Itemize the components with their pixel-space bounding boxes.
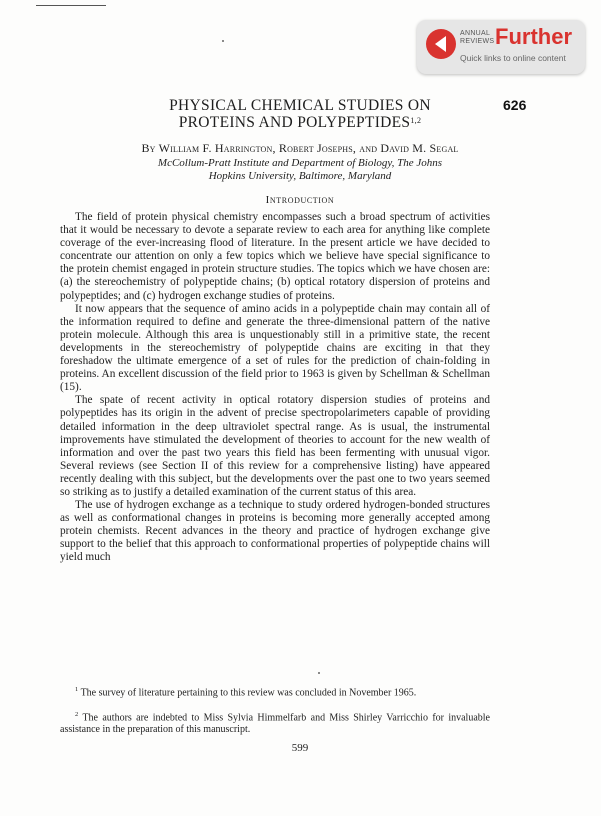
paragraph: The use of hydrogen exchange as a technique to study ordered hydrogen-bonded structures as well as conformational changes in proteins is becoming more generally accepted among protein chemists. Recent advances in the theory and practice of hydrogen exchange give support to the belief that this approach to conformational properties of polypeptide chains will yield much	[60, 499, 490, 564]
affiliation	[100, 157, 500, 183]
footnote-text: The survey of literature pertaining to this review was concluded in November 1965.	[80, 687, 417, 699]
further-links-badge[interactable]	[417, 20, 585, 74]
footnote-mark: 2	[75, 711, 79, 718]
paragraph: The field of protein physical chemistry encompasses such a broad spectrum of activities that it would be necessary to devote a separate review to each area for anything like complete coverage of the ever-increasing flood of literature. In the present article we have decided to concentrate our attention on only a few topics which we believe have special significance to the protein chemist engaged in protein structure studies. The topics which we have chosen are: (a) the stereochemistry of polypeptide chains; (b) optical rotatory dispersion of proteins and polypeptides; and (c) hydrogen exchange studies of proteins.	[60, 211, 490, 302]
annual-reviews-play-icon	[426, 29, 456, 59]
title-line-2	[120, 114, 480, 131]
affiliation-line-1: McCollum-Pratt Institute and Department of Biology, The Johns	[157, 157, 443, 169]
title-line-2-text: PROTEINS AND POLYPEPTIDES	[178, 114, 411, 131]
page-number: 626	[503, 97, 527, 113]
paragraph: The spate of recent activity in optical rotatory dispersion studies of proteins and polypeptides has its origin in the advent of precise spectropolarimeters capable of providing detailed information in the deep ultraviolet spectral range. As is usual, the instrumental improvements have stimulated the development of theories to account for the new wealth of information and over the past two years this field has been fermenting with unusual vigor. Several reviews (see Section II of this review for a comprehensive listing) have appeared recently dealing with this subject, but the developments over the past one to two years seemed so striking as to justify a detailed examination of the current status of this area.	[60, 394, 490, 498]
affiliation-line-2: Hopkins University, Baltimore, Maryland	[208, 170, 392, 182]
brand-tagline: Quick links to online content	[460, 53, 566, 63]
footnote-1	[60, 684, 490, 699]
paragraph: It now appears that the sequence of amino acids in a polypeptide chain may contain all of the information required to define and generate the three-dimensional pattern of the native protein molecule. Although this area is unquestionably still in a primitive state, the recent developments in the stereochemistry of polypeptide chains are exciting in that they foreshadow the ultimate emergence of a set of rules for the prediction of chain-folding in proteins. An excellent discussion of the field prior to 1963 is given by Schellman & Schellman (15).	[60, 302, 490, 394]
section-heading: Introduction	[265, 194, 335, 206]
footnote-mark: 1	[75, 686, 79, 693]
folio-number: 599	[291, 742, 309, 754]
author-line: By William F. Harrington, Robert Josephs, and David M. Segal	[141, 141, 459, 155]
article-body	[60, 211, 490, 565]
footnote-text: The authors are indebted to Miss Sylvia Himmelfarb and Miss Shirley Varricchio for invaluable assistance in the preparation of this manuscript.	[60, 712, 490, 736]
footnote-2	[60, 709, 490, 736]
print-speck	[318, 672, 320, 674]
brand-word: Further	[495, 24, 572, 49]
print-speck	[222, 40, 224, 42]
article-title	[120, 97, 480, 131]
title-footnote-marks: 1,2	[410, 116, 422, 125]
title-line-1: PHYSICAL CHEMICAL STUDIES ON	[169, 97, 431, 114]
brand-small-text: ANNUAL REVIEWS	[460, 30, 495, 45]
top-rule	[36, 5, 106, 6]
